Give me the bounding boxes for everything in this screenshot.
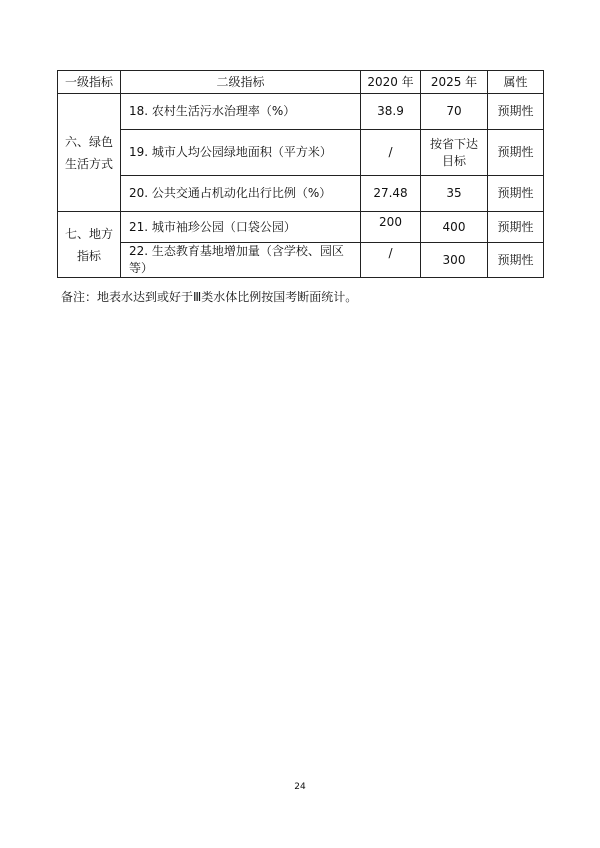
value-2020: / bbox=[361, 130, 421, 176]
header-level2: 二级指标 bbox=[121, 71, 361, 94]
attribute-value: 预期性 bbox=[488, 212, 544, 243]
table-row bbox=[58, 94, 544, 130]
table-row bbox=[58, 130, 544, 176]
attribute-value: 预期性 bbox=[488, 176, 544, 212]
value-2020: 200 bbox=[361, 212, 421, 243]
table-row bbox=[58, 243, 544, 278]
value-2020: 27.48 bbox=[361, 176, 421, 212]
header-attribute: 属性 bbox=[488, 71, 544, 94]
value-2025: 300 bbox=[421, 243, 488, 278]
page-number: 24 bbox=[294, 782, 306, 792]
value-2020: / bbox=[361, 243, 421, 278]
indicator-table bbox=[57, 70, 544, 278]
attribute-value: 预期性 bbox=[488, 130, 544, 176]
value-2025: 按省下达 目标 bbox=[421, 130, 488, 176]
attribute-value: 预期性 bbox=[488, 94, 544, 130]
indicator-name: 19. 城市人均公园绿地面积（平方米） bbox=[121, 130, 361, 176]
header-2020: 2020 年 bbox=[361, 71, 421, 94]
table-row bbox=[58, 212, 544, 243]
indicator-name: 20. 公共交通占机动化出行比例（%） bbox=[121, 176, 361, 212]
value-2025: 400 bbox=[421, 212, 488, 243]
value-2020: 38.9 bbox=[361, 94, 421, 130]
table-row bbox=[58, 176, 544, 212]
value-2025: 70 bbox=[421, 94, 488, 130]
group-local-indicators: 七、地方 指标 bbox=[58, 212, 121, 278]
indicator-name: 22. 生态教育基地增加量（含学校、园区等） bbox=[121, 243, 361, 278]
value-2025: 35 bbox=[421, 176, 488, 212]
indicator-name: 18. 农村生活污水治理率（%） bbox=[121, 94, 361, 130]
header-level1: 一级指标 bbox=[58, 71, 121, 94]
group-green-lifestyle: 六、绿色 生活方式 bbox=[58, 94, 121, 212]
indicator-name: 21. 城市袖珍公园（口袋公园） bbox=[121, 212, 361, 243]
table-header-row bbox=[58, 71, 544, 94]
header-2025: 2025 年 bbox=[421, 71, 488, 94]
attribute-value: 预期性 bbox=[488, 243, 544, 278]
table-footnote: 备注：地表水达到或好于Ⅲ类水体比例按国考断面统计。 bbox=[61, 290, 358, 304]
